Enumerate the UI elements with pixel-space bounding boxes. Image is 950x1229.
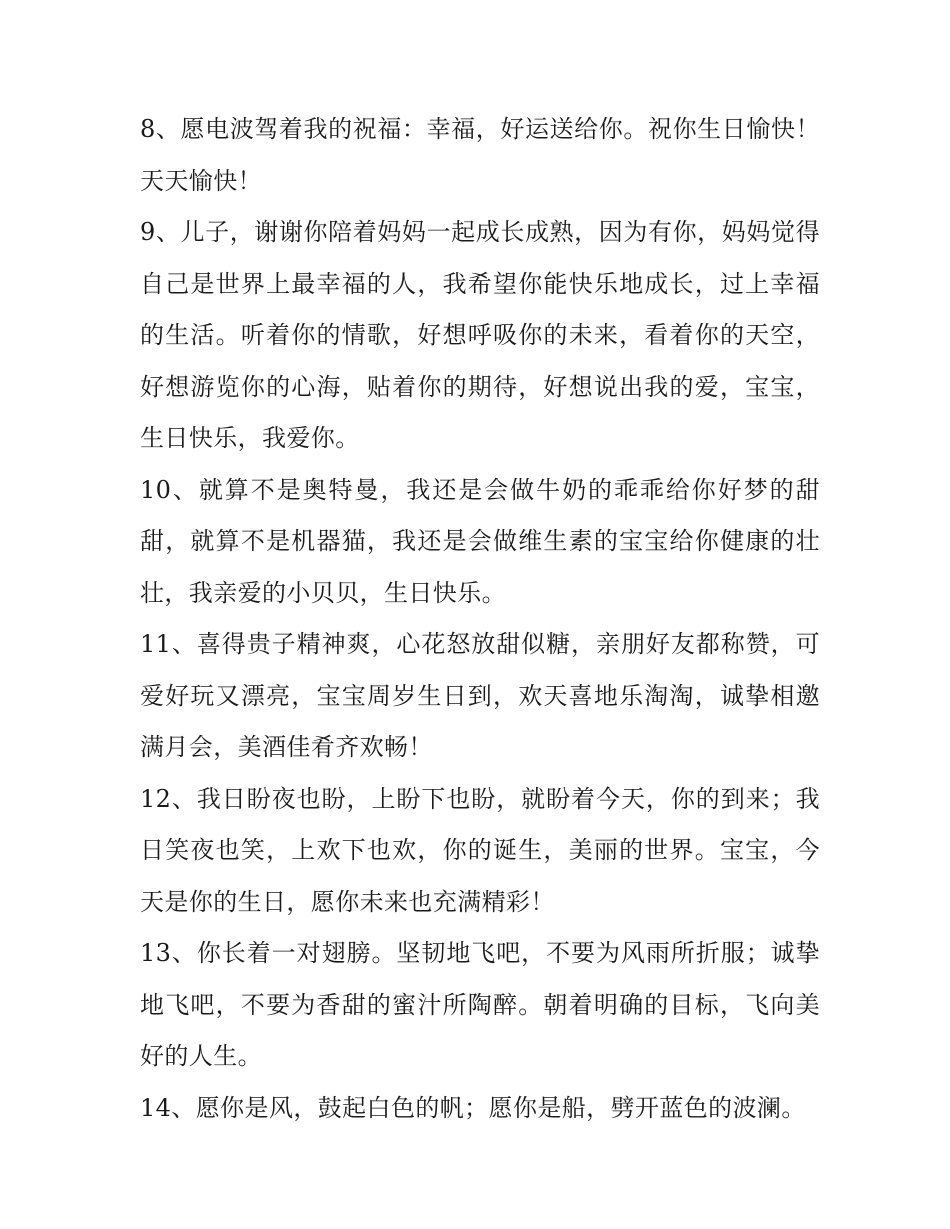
paragraph-14: 14、愿你是风，鼓起白色的帆；愿你是船，劈开蓝色的波澜。 [140, 1093, 806, 1122]
paragraph-11: 11、喜得贵子精神爽，心花怒放甜似糖，亲朋好友都称赞，可爱好玩又漂亮，宝宝周岁生日到，欢天喜地乐淘淘，诚挚相邀满月会，美酒佳肴齐欢畅！ [140, 630, 820, 761]
paragraph-10: 10、就算不是奥特曼，我还是会做牛奶的乖乖给你好梦的甜甜，就算不是机器猫，我还是会做维生素的宝宝给你健康的壮壮，我亲爱的小贝贝，生日快乐。 [140, 475, 820, 607]
paragraph-12: 12、我日盼夜也盼，上盼下也盼，就盼着今天，你的到来；我日笑夜也笑，上欢下也欢，你的诞生，美丽的世界。宝宝，今天是你的生日，愿你未来也充满精彩！ [140, 784, 820, 916]
paragraph-13: 13、你长着一对翅膀。坚韧地飞吧，不要为风雨所折服；诚挚地飞吧，不要为香甜的蜜汁所陶醉。朝着明确的目标，飞向美好的人生。 [140, 939, 820, 1070]
paragraph-8: 8、愿电波驾着我的祝福：幸福，好运送给你。祝你生日愉快！天天愉快！ [140, 115, 820, 195]
document-body [140, 104, 820, 1134]
paragraph-9: 9、儿子，谢谢你陪着妈妈一起成长成熟，因为有你，妈妈觉得自己是世界上最幸福的人，我希望你能快乐地成长，过上幸福的生活。听着你的情歌，好想呼吸你的未来，看着你的天空，好想游览你的心海，贴着你的期待，好想说出我的爱，宝宝，生日快乐，我爱你。 [140, 218, 820, 452]
